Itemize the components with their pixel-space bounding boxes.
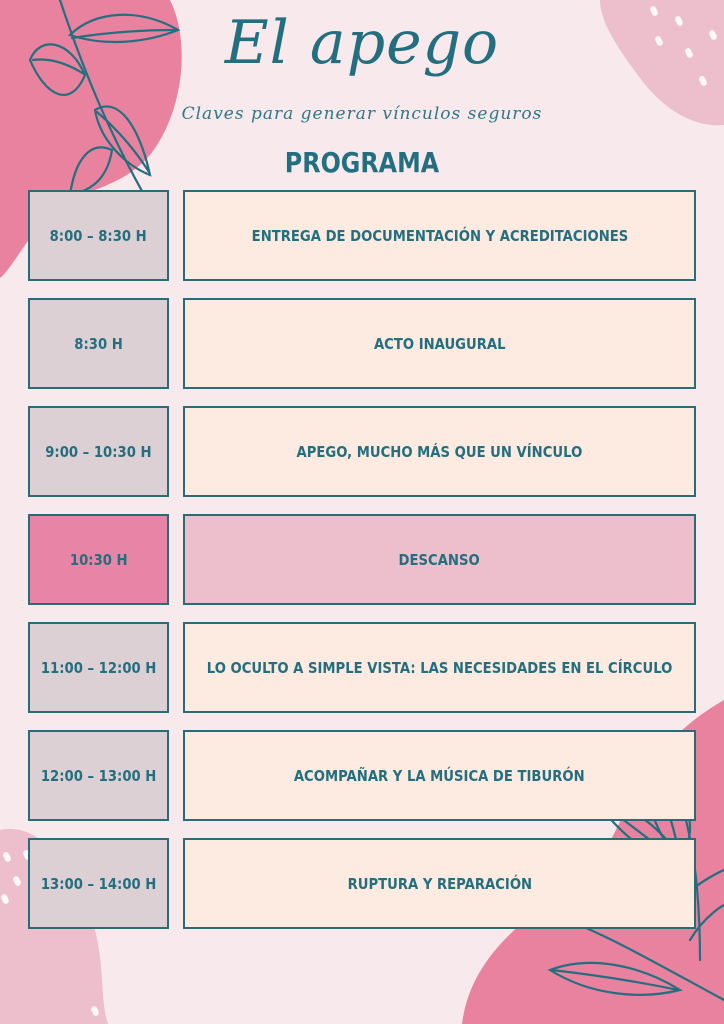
- activity-cell: LO OCULTO A SIMPLE VISTA: LAS NECESIDADES EN EL CÍRCULO: [183, 622, 696, 713]
- schedule-row-break: [28, 514, 696, 609]
- activity-cell: ENTREGA DE DOCUMENTACIÓN Y ACREDITACIONES: [183, 190, 696, 281]
- activity-cell: ACTO INAUGURAL: [183, 298, 696, 389]
- schedule-row: [28, 838, 696, 933]
- event-title: El apego: [224, 8, 500, 78]
- schedule-row: [28, 190, 696, 285]
- activity-cell: DESCANSO: [183, 514, 696, 605]
- activity-cell: APEGO, MUCHO MÁS QUE UN VÍNCULO: [183, 406, 696, 497]
- event-subtitle: Claves para generar vínculos seguros: [181, 104, 543, 124]
- time-cell: 8:00 – 8:30 H: [28, 190, 169, 281]
- schedule-row: [28, 298, 696, 393]
- schedule-row: [28, 730, 696, 825]
- activity-cell: ACOMPAÑAR Y LA MÚSICA DE TIBURÓN: [183, 730, 696, 821]
- time-cell: 12:00 – 13:00 H: [28, 730, 169, 821]
- activity-cell: RUPTURA Y REPARACIÓN: [183, 838, 696, 929]
- time-cell: 11:00 – 12:00 H: [28, 622, 169, 713]
- time-cell: 13:00 – 14:00 H: [28, 838, 169, 929]
- time-cell: 10:30 H: [28, 514, 169, 605]
- time-cell: 8:30 H: [28, 298, 169, 389]
- schedule-row: [28, 622, 696, 717]
- program-heading: PROGRAMA: [284, 146, 440, 179]
- schedule-row: [28, 406, 696, 501]
- time-cell: 9:00 – 10:30 H: [28, 406, 169, 497]
